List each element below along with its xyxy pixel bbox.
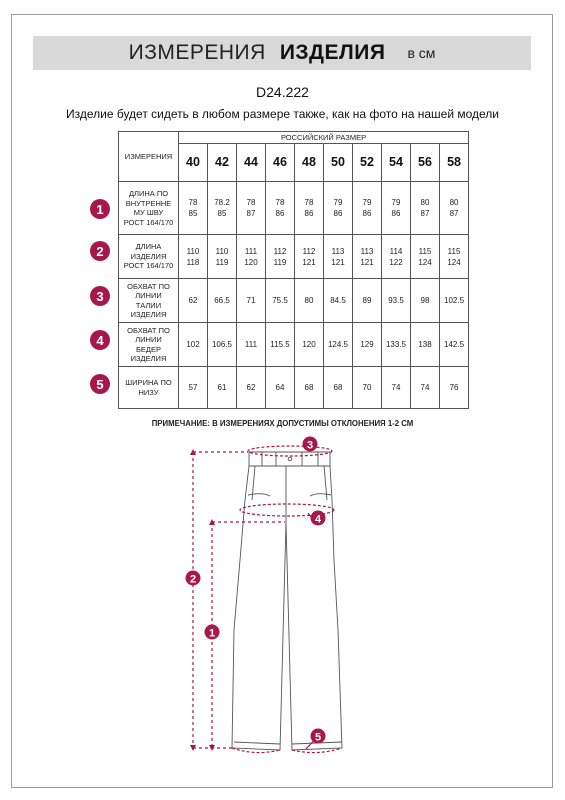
cell-value: 102.5 [444, 296, 465, 305]
cell-value: 85 [217, 209, 227, 218]
cell-value: 74 [420, 383, 430, 392]
cell-value: 113 [331, 246, 345, 256]
cell-value: 112 [273, 246, 287, 256]
row-badge: 5 [90, 374, 110, 394]
cell-value: 62 [246, 383, 256, 392]
cell-value: 120 [244, 257, 258, 267]
cell-value: 129 [360, 340, 374, 349]
cell-value: 62 [188, 296, 198, 305]
cell-value: 79 [362, 198, 372, 207]
cell-value: 138 [418, 340, 432, 349]
cell-value: 79 [391, 198, 401, 207]
cell-value: 80 [304, 296, 314, 305]
cell-value: 102 [186, 340, 200, 349]
cell-value: 74 [391, 383, 401, 392]
diagram-badge-2: 2 [189, 573, 197, 586]
row-label-line: ИЗДЕЛИЯ [130, 310, 167, 319]
row-label-line: ТАЛИИ [135, 300, 162, 310]
size-header: 58 [440, 144, 469, 182]
cell-value: 78 [188, 198, 198, 207]
diagram-badge-1: 1 [208, 627, 216, 640]
measure-header: ИЗМЕРЕНИЯ [119, 132, 179, 182]
size-header: 50 [324, 144, 353, 182]
size-group-header: РОССИЙСКИЙ РАЗМЕР [179, 132, 469, 144]
row-label-line: ИЗДЕЛИЯ [130, 354, 167, 363]
row-badge: 2 [90, 241, 110, 261]
row-label-line: ЛИНИИ [135, 291, 162, 300]
cell-value: 87 [420, 209, 430, 218]
cell-value: 68 [304, 383, 314, 392]
cell-value: 66.5 [214, 296, 230, 305]
cell-value: 84.5 [330, 296, 346, 305]
diagram-badge-5: 5 [314, 731, 322, 744]
size-header: 48 [295, 144, 324, 182]
size-header: 40 [179, 144, 208, 182]
cell-value: 86 [391, 209, 401, 218]
cell-value: 64 [275, 383, 285, 392]
row-label-line: НИЗУ [138, 387, 159, 397]
cell-value: 121 [331, 257, 345, 267]
cell-value: 119 [215, 257, 229, 267]
row-label-line: ОБХВАТ ПО [127, 325, 170, 335]
product-code: D24.222 [256, 84, 309, 100]
row-badge: 3 [90, 286, 110, 306]
cell-value: 70 [362, 383, 372, 392]
title-unit: в см [407, 45, 436, 61]
cell-value: 115 [447, 246, 461, 256]
cell-value: 86 [362, 209, 372, 218]
diagram-badge-4: 4 [314, 513, 322, 526]
cell-value: 78 [246, 198, 256, 207]
row-label-line: МУ ШВУ [133, 208, 164, 217]
cell-value: 87 [246, 209, 256, 218]
cell-value: 110 [186, 246, 200, 256]
cell-value: 80 [449, 198, 459, 207]
row-label-line: РОСТ 164/170 [123, 217, 174, 227]
diagram-badge-3: 3 [306, 439, 314, 452]
cell-value: 113 [360, 246, 374, 256]
tolerance-note: ПРИМЕЧАНИЕ: В ИЗМЕРЕНИЯХ ДОПУСТИМЫ ОТКЛОНЕНИЯ 1-2 СМ [151, 419, 414, 428]
cell-value: 78 [275, 198, 285, 207]
cell-value: 122 [389, 257, 403, 267]
trousers-outline [232, 452, 342, 750]
cell-value: 87 [449, 209, 459, 218]
cell-value: 121 [360, 257, 374, 267]
row-label-line: БЕДЕР [135, 344, 161, 354]
cell-value: 124 [418, 257, 432, 267]
cell-value: 133.5 [385, 340, 407, 349]
cell-value: 110 [215, 246, 229, 256]
row-label-line: ДЛИНА [135, 242, 162, 252]
cell-value: 115.5 [270, 340, 290, 349]
size-header: 42 [208, 144, 237, 182]
cell-value: 115 [418, 246, 432, 256]
size-header: 46 [266, 144, 295, 182]
title-part2: ИЗДЕЛИЯ [279, 41, 386, 64]
measurement-lines [193, 446, 342, 753]
fit-subtitle: Изделие будет сидеть в любом размере также, как на фото на нашей модели [65, 107, 500, 121]
row-label-line: ИЗДЕЛИЯ [130, 251, 167, 261]
cell-value: 112 [302, 246, 316, 256]
size-header: 52 [353, 144, 382, 182]
cell-value: 68 [333, 383, 343, 392]
row-label-line: ЛИНИИ [135, 335, 162, 344]
cell-value: 86 [275, 209, 285, 218]
title-part1: ИЗМЕРЕНИЯ [128, 41, 266, 64]
row-label-line: ДЛИНА ПО [128, 189, 169, 198]
row-label-line: ОБХВАТ ПО [127, 281, 170, 291]
cell-value: 86 [304, 209, 314, 218]
cell-value: 114 [389, 246, 403, 256]
cell-value: 119 [273, 257, 287, 267]
cell-value: 76 [449, 383, 459, 392]
cell-value: 80 [420, 198, 430, 207]
cell-value: 61 [217, 383, 227, 392]
cell-value: 85 [188, 209, 198, 218]
cell-value: 78.2 [214, 198, 230, 207]
cell-value: 106.5 [211, 340, 233, 349]
cell-value: 79 [333, 198, 343, 207]
cell-value: 93.5 [388, 296, 404, 305]
cell-value: 86 [333, 209, 343, 218]
cell-value: 78 [304, 198, 314, 207]
cell-value: 121 [302, 257, 316, 267]
row-badge: 1 [90, 199, 110, 219]
size-header: 56 [411, 144, 440, 182]
cell-value: 111 [244, 246, 258, 256]
cell-value: 89 [362, 296, 372, 305]
row-label-line: ШИРИНА ПО [125, 378, 172, 387]
row-label-line: ВНУТРЕННЕ [125, 198, 172, 208]
row-badge: 4 [90, 330, 110, 350]
cell-value: 98 [420, 296, 430, 305]
cell-value: 124 [447, 257, 461, 267]
row-label-line: РОСТ 164/170 [123, 261, 174, 271]
cell-value: 57 [188, 383, 198, 392]
size-header: 44 [237, 144, 266, 182]
cell-value: 71 [246, 296, 256, 305]
cell-value: 75.5 [272, 296, 288, 305]
size-header: 54 [382, 144, 411, 182]
cell-value: 120 [302, 340, 316, 349]
cell-value: 111 [244, 340, 258, 349]
cell-value: 142.5 [444, 340, 465, 349]
cell-value: 124.5 [327, 340, 349, 349]
diagram-badges [186, 437, 326, 744]
cell-value: 118 [186, 257, 200, 267]
